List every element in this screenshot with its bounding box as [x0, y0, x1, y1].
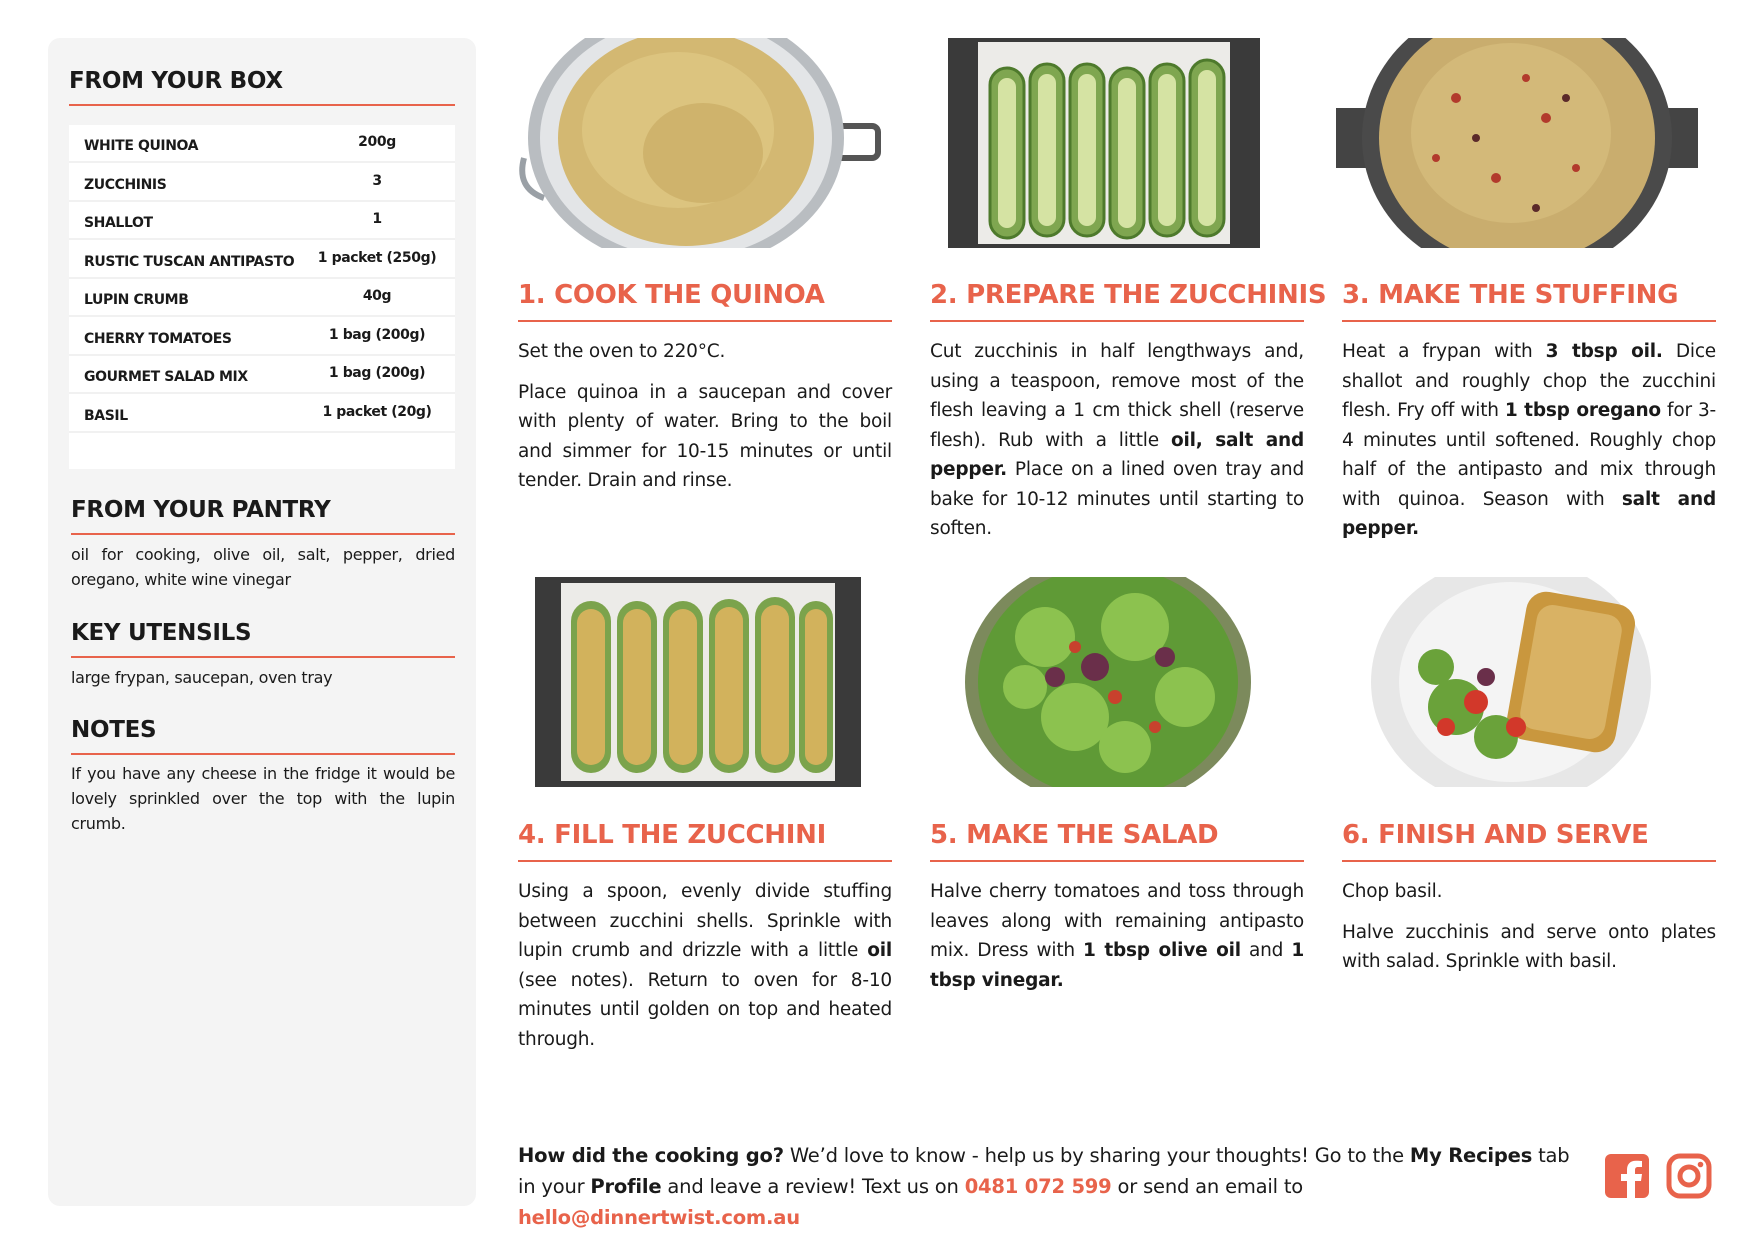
divider: [930, 860, 1304, 862]
step-2-text: [930, 337, 1304, 555]
step-6-title: 6. FINISH AND SERVE: [1342, 820, 1649, 850]
step-text-line: Set the oven to 220°C.: [518, 341, 726, 362]
bold-ingredient: 3 tbsp oil.: [1545, 341, 1663, 362]
ingredients-table: [69, 125, 455, 469]
bold-ingredient: oil: [867, 940, 892, 961]
step-text-paragraph: Halve zucchinis and serve onto plates with salad. Sprinkle with basil.: [1342, 921, 1716, 972]
ingredients-sidebar: [48, 38, 476, 1206]
ingredient-name: RUSTIC TUSCAN ANTIPASTO: [84, 253, 295, 270]
text-segment: (see notes). Return to oven for 8-10 minutes until golden on top and heated through.: [518, 969, 892, 1050]
text-segment: Cut zucchinis in half lengthways and, using a teaspoon, remove most of the flesh leaving a 1 cm thick shell (reserve flesh). Rub with a little: [930, 341, 1304, 451]
step-4-photo: [535, 577, 861, 787]
ingredient-name: GOURMET SALAD MIX: [84, 369, 248, 385]
divider: [518, 860, 892, 862]
from-your-pantry-heading: FROM YOUR PANTRY: [71, 497, 331, 523]
text-segment: tab in your: [518, 1144, 1570, 1198]
feedback-footer: [518, 1140, 1578, 1233]
divider: [1342, 860, 1716, 862]
step-4-text: [518, 877, 892, 1065]
step-3-text: [1342, 337, 1716, 555]
step-5-title: 5. MAKE THE SALAD: [930, 820, 1219, 850]
text-segment: Using a spoon, evenly divide stuffing between zucchini shells. Sprinkle with lupin crumb and drizzle with a little: [518, 881, 892, 961]
bold-ingredient: oil, salt and pepper.: [930, 429, 1304, 480]
ingredient-qty: 40g: [362, 288, 392, 304]
text-segment: We’d love to know - help us by sharing your thoughts! Go to the: [783, 1144, 1410, 1167]
bold-ingredient: 1 tbsp vinegar.: [930, 940, 1304, 991]
table-row: [69, 125, 455, 163]
divider: [930, 320, 1304, 322]
divider: [71, 753, 455, 755]
divider: [71, 656, 455, 658]
footer-question: How did the cooking go?: [518, 1144, 784, 1167]
phone-link[interactable]: 0481 072 599: [964, 1175, 1112, 1198]
table-row: [69, 241, 455, 279]
divider: [71, 533, 455, 535]
divider: [518, 320, 892, 322]
bold-ingredient: 1 tbsp olive oil: [1083, 940, 1241, 961]
step-1-text: [518, 337, 892, 507]
ingredient-qty: 200g: [358, 134, 396, 150]
utensils-text: large frypan, saucepan, oven tray: [71, 668, 333, 687]
text-segment: and: [1240, 940, 1292, 961]
ingredient-qty: 1: [372, 211, 382, 227]
text-segment: and leave a review! Text us on: [661, 1175, 965, 1198]
notes-text: If you have any cheese in the fridge it would be lovely sprinkled over the top with the lupin crumb.: [71, 764, 455, 833]
table-row: [69, 318, 455, 356]
divider: [1342, 320, 1716, 322]
step-5-text: [930, 877, 1304, 1006]
bold-ingredient: 1 tbsp oregano: [1504, 400, 1661, 421]
notes-heading: NOTES: [71, 717, 157, 743]
step-6-text: [1342, 877, 1716, 988]
ingredient-name: CHERRY TOMATOES: [84, 330, 232, 347]
step-1-title: 1. COOK THE QUINOA: [518, 280, 825, 310]
facebook-icon[interactable]: [1604, 1153, 1650, 1199]
step-text-paragraph: Place quinoa in a saucepan and cover with plenty of water. Bring to the boil and simmer for 10-15 minutes or until tender. Drain and rinse.: [518, 381, 892, 491]
table-row: [69, 395, 455, 433]
ingredient-name: LUPIN CRUMB: [84, 292, 189, 308]
ingredient-qty: 1 packet (250g): [317, 249, 437, 266]
key-utensils-heading: KEY UTENSILS: [71, 620, 252, 646]
step-3-photo: [1336, 38, 1698, 248]
table-row: [69, 164, 455, 202]
text-segment: Halve cherry tomatoes and toss through leaves along with remaining antipasto mix. Dress with: [930, 881, 1304, 961]
profile-label: Profile: [590, 1175, 662, 1198]
step-3-title: 3. MAKE THE STUFFING: [1342, 280, 1679, 310]
step-1-photo: [518, 38, 882, 248]
step-5-photo: [965, 577, 1251, 787]
pantry-text: oil for cooking, olive oil, salt, pepper, dried oregano, white wine vinegar: [71, 545, 455, 589]
ingredient-qty: 1 packet (20g): [322, 403, 432, 420]
step-2-title: 2. PREPARE THE ZUCCHINIS: [930, 280, 1327, 310]
table-row: [69, 202, 455, 240]
text-segment: for 3-4 minutes until softened. Roughly chop half of the antipasto and mix through with quinoa. Season with: [1342, 400, 1717, 510]
divider: [69, 104, 455, 106]
ingredient-name: WHITE QUINOA: [84, 138, 199, 154]
ingredient-qty: 1 bag (200g): [328, 326, 426, 343]
table-row: [69, 279, 455, 317]
step-6-photo: [1366, 577, 1656, 787]
text-segment: or send an email to: [1111, 1175, 1304, 1198]
step-4-title: 4. FILL THE ZUCCHINI: [518, 820, 826, 850]
from-your-box-heading: FROM YOUR BOX: [69, 68, 283, 94]
ingredient-name: SHALLOT: [84, 215, 153, 231]
bold-ingredient: salt and pepper.: [1342, 488, 1716, 539]
ingredient-qty: 3: [372, 172, 382, 189]
my-recipes-label: My Recipes: [1409, 1144, 1533, 1167]
table-row: [69, 356, 455, 394]
text-segment: Heat a frypan with: [1342, 341, 1546, 362]
instagram-icon[interactable]: [1666, 1153, 1712, 1199]
text-segment: Place on a lined oven tray and bake for 10-12 minutes until starting to soften.: [930, 459, 1304, 539]
ingredient-name: BASIL: [84, 407, 128, 424]
ingredient-qty: 1 bag (200g): [328, 365, 426, 381]
text-segment: Dice shallot and roughly chop the zucchini flesh. Fry off with: [1342, 341, 1716, 421]
ingredient-name: ZUCCHINIS: [84, 176, 167, 193]
email-link[interactable]: hello@dinnertwist.com.au: [518, 1206, 800, 1229]
step-2-photo: [948, 38, 1260, 248]
step-text-line: Chop basil.: [1342, 881, 1443, 902]
